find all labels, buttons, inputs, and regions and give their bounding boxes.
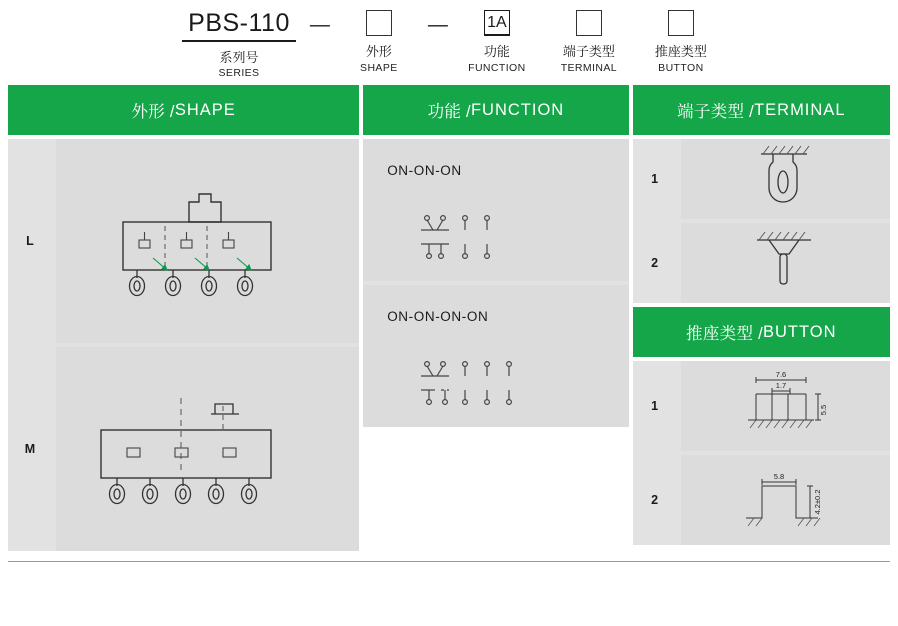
shape-body (8, 139, 359, 551)
part-number-bar (0, 0, 898, 85)
column-right (633, 85, 890, 551)
button-2-dim-width: 5.8 (774, 472, 785, 482)
button-2-svg-wrap (681, 455, 890, 545)
terminal-1-svg-wrap (681, 139, 890, 219)
button-1-dim-height: 5.5 (819, 404, 829, 416)
button-1-dim-inner: 1.7 (776, 381, 787, 391)
table-row (8, 139, 359, 343)
pn-series-caption-en: SERIES (218, 67, 260, 80)
button-drawing-2 (681, 455, 890, 545)
button-drawing-1 (681, 361, 890, 451)
pn-button-caption-en: BUTTON (658, 61, 704, 74)
button-1-dim-width: 7.6 (776, 370, 787, 380)
pn-button-box[interactable] (668, 10, 694, 36)
pn-terminal-caption-cn: 端子类型 (562, 44, 615, 59)
pn-cell-function (462, 10, 532, 74)
spec-sheet (0, 85, 898, 551)
header-function (363, 85, 628, 135)
pn-dash-1: — (309, 14, 330, 36)
contact-schematic-3pos-icon (387, 196, 587, 276)
pn-shape-box[interactable] (366, 10, 392, 36)
pn-shape-caption-cn: 外形 (365, 44, 392, 59)
shape-l-svg-wrap (56, 139, 359, 343)
pn-dash-2: — (427, 14, 448, 36)
header-shape-en: SHAPE (174, 100, 236, 119)
terminal-drawing-1 (681, 139, 890, 219)
button-2-dim-height: 4.2±0.2 (813, 489, 823, 515)
table-row (633, 361, 890, 451)
header-shape (8, 85, 359, 135)
button-1-svg-wrap (681, 361, 890, 451)
pn-cell-button (646, 10, 716, 74)
header-function-en: FUNCTION (470, 100, 565, 119)
terminal-loop-icon (725, 142, 845, 216)
contact-schematic-4pos-icon (387, 342, 597, 422)
button-block (633, 361, 890, 545)
button-type-1-icon (710, 364, 860, 448)
function-schematic-4pos-wrap (387, 342, 628, 427)
button-row-label-2: 2 (633, 455, 677, 545)
table-row (633, 455, 890, 545)
pn-function-caption-cn: 功能 (483, 44, 510, 59)
section-button (633, 307, 890, 545)
pn-series-value: PBS-110 (182, 10, 296, 42)
function-schematic-3pos-wrap (387, 196, 628, 281)
table-row (633, 223, 890, 303)
terminal-drawing-2 (681, 223, 890, 303)
section-terminal (633, 85, 890, 303)
header-button-en: BUTTON (763, 322, 837, 341)
header-button-cn: 推座类型 / (686, 325, 764, 344)
header-function-cn: 功能 / (427, 103, 471, 122)
spec-grid (8, 85, 890, 551)
pn-series-caption-cn: 系列号 (219, 49, 259, 65)
table-row (8, 347, 359, 551)
column-function (363, 85, 628, 551)
shape-row-label-l: L (8, 139, 52, 343)
terminal-block (633, 139, 890, 303)
function-cell-4pos (363, 285, 628, 427)
function-cell-3pos (363, 139, 628, 281)
terminal-row-label-1: 1 (633, 139, 677, 219)
button-type-2-icon (710, 458, 860, 542)
pn-cell-terminal (554, 10, 624, 74)
pn-shape-caption-en: SHAPE (360, 61, 398, 74)
footer-divider (8, 561, 890, 562)
header-terminal-cn: 端子类型 / (677, 103, 755, 122)
function-label-3pos: ON-ON-ON (387, 163, 462, 179)
button-rows (633, 361, 890, 545)
header-shape-cn: 外形 / (131, 103, 175, 122)
pn-terminal-caption-en: TERMINAL (560, 61, 617, 74)
button-row-label-1: 1 (633, 361, 677, 451)
terminal-straight-icon (725, 226, 845, 300)
terminal-2-svg-wrap (681, 223, 890, 303)
shape-drawing-l (56, 139, 359, 343)
header-button (633, 307, 890, 357)
column-shape (8, 85, 359, 551)
switch-outline-m-icon (83, 374, 333, 524)
pn-cell-series (182, 10, 296, 79)
shape-drawing-m (56, 347, 359, 551)
pn-function-caption-en: FUNCTION (468, 61, 526, 74)
table-row (633, 139, 890, 219)
terminal-row-label-2: 2 (633, 223, 677, 303)
header-terminal (633, 85, 890, 135)
function-body (363, 139, 628, 427)
shape-m-svg-wrap (56, 347, 359, 551)
pn-function-box[interactable]: 1A (484, 10, 510, 36)
function-label-4pos: ON-ON-ON-ON (387, 309, 489, 325)
switch-outline-l-icon (93, 166, 323, 316)
shape-row-label-m: M (8, 347, 52, 551)
header-terminal-en: TERMINAL (754, 100, 846, 119)
pn-cell-shape (344, 10, 414, 74)
terminal-rows (633, 139, 890, 303)
pn-terminal-box[interactable] (576, 10, 602, 36)
pn-button-caption-cn: 推座类型 (654, 44, 707, 59)
